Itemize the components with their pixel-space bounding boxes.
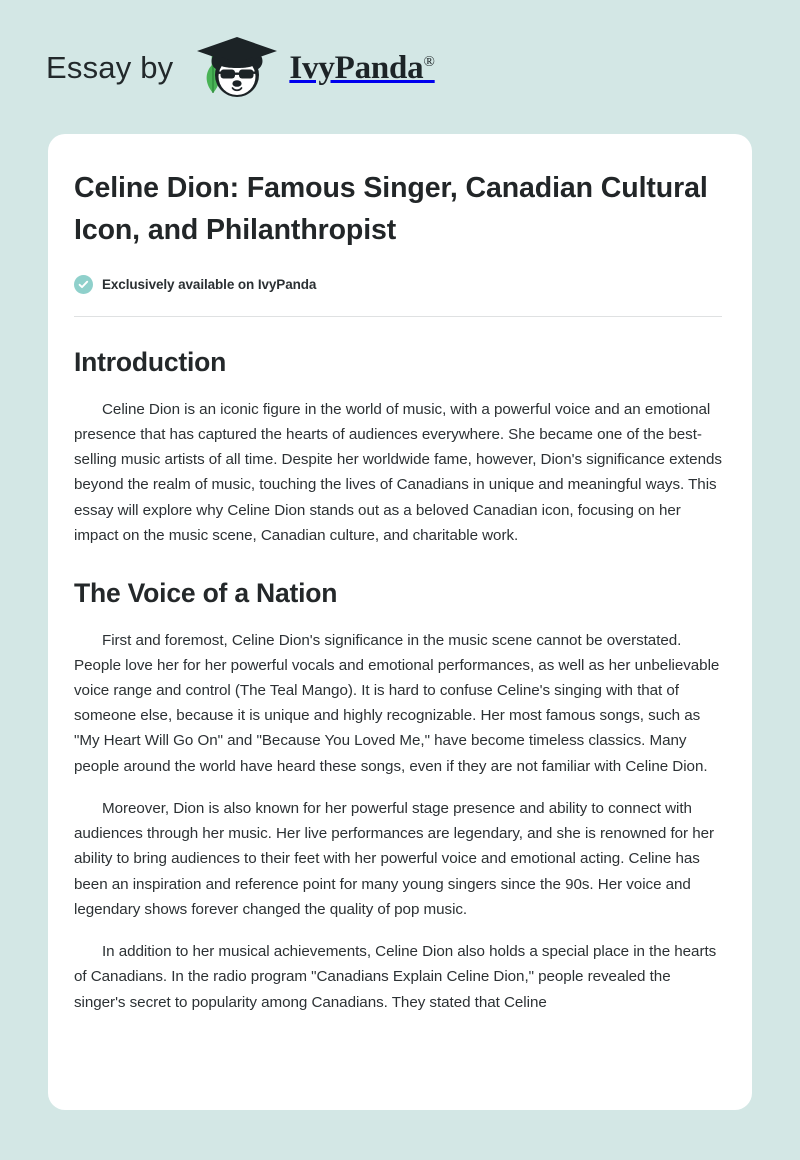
section-heading-introduction: Introduction — [74, 347, 227, 378]
title-divider — [74, 316, 722, 317]
graduation-cap-panda-logo-icon — [191, 31, 283, 103]
paragraph: In addition to her musical achievements, Celine Dion also holds a special place in the hearts of Canadians. In the radio program "Canadians Explain Celine Dion," people revealed the singer's secret to popularity among Canadians. They stated that Celine — [74, 943, 717, 1011]
section-heading-the-voice-of-a-nation: The Voice of a Nation — [74, 578, 338, 609]
status-badge-label: Exclusively available on IvyPanda — [102, 277, 317, 293]
brand-header — [0, 0, 800, 134]
essay-paper-card — [48, 134, 752, 1110]
ivypanda-logo-link[interactable] — [191, 31, 434, 103]
check-circle-icon — [74, 275, 93, 294]
paragraph: First and foremost, Celine Dion's significance in the music scene cannot be overstated. People love her for her powerful vocals and emotional performances, as well as her unbelievable voice range and control (The Teal Mango). It is hard to confuse Celine's singing with that of someone else, because it is unique and highly recognizable. Her most famous songs, such as "My Heart Will Go On" and "Because You Loved Me," have become timeless classics. Many people around the world have heard these songs, even if they are not familiar with Celine Dion. — [74, 631, 720, 775]
paragraph: Celine Dion is an iconic figure in the world of music, with a powerful voice and an emotional presence that has captured the hearts of audiences everywhere. She became one of the best-selling music artists of all time. Despite her worldwide fame, however, Dion's significance extends beyond the realm of music, touching the lives of Canadians in unique and meaningful ways. This essay will explore why Celine Dion stands out as a beloved Canadian icon, focusing on her impact on the music scene, Canadian culture, and charitable work. — [74, 400, 722, 544]
ivypanda-wordmark: IvyPanda® — [289, 49, 435, 86]
page-title: Celine Dion: Famous Singer, Canadian Cultural Icon, and Philanthropist — [74, 172, 708, 246]
paragraph: Moreover, Dion is also known for her powerful stage presence and ability to connect with audiences through her music. Her live performances are legendary, and she is renowned for her ability to bring audiences to their feet with her powerful voice and emotional acting. Celine has been an inspiration and reference point for many young singers since the 90s. Her voice and legendary shows forever changed the quality of pop music. — [74, 799, 715, 918]
essay-by-label: Essay by — [46, 49, 174, 85]
status-badge — [74, 275, 726, 294]
